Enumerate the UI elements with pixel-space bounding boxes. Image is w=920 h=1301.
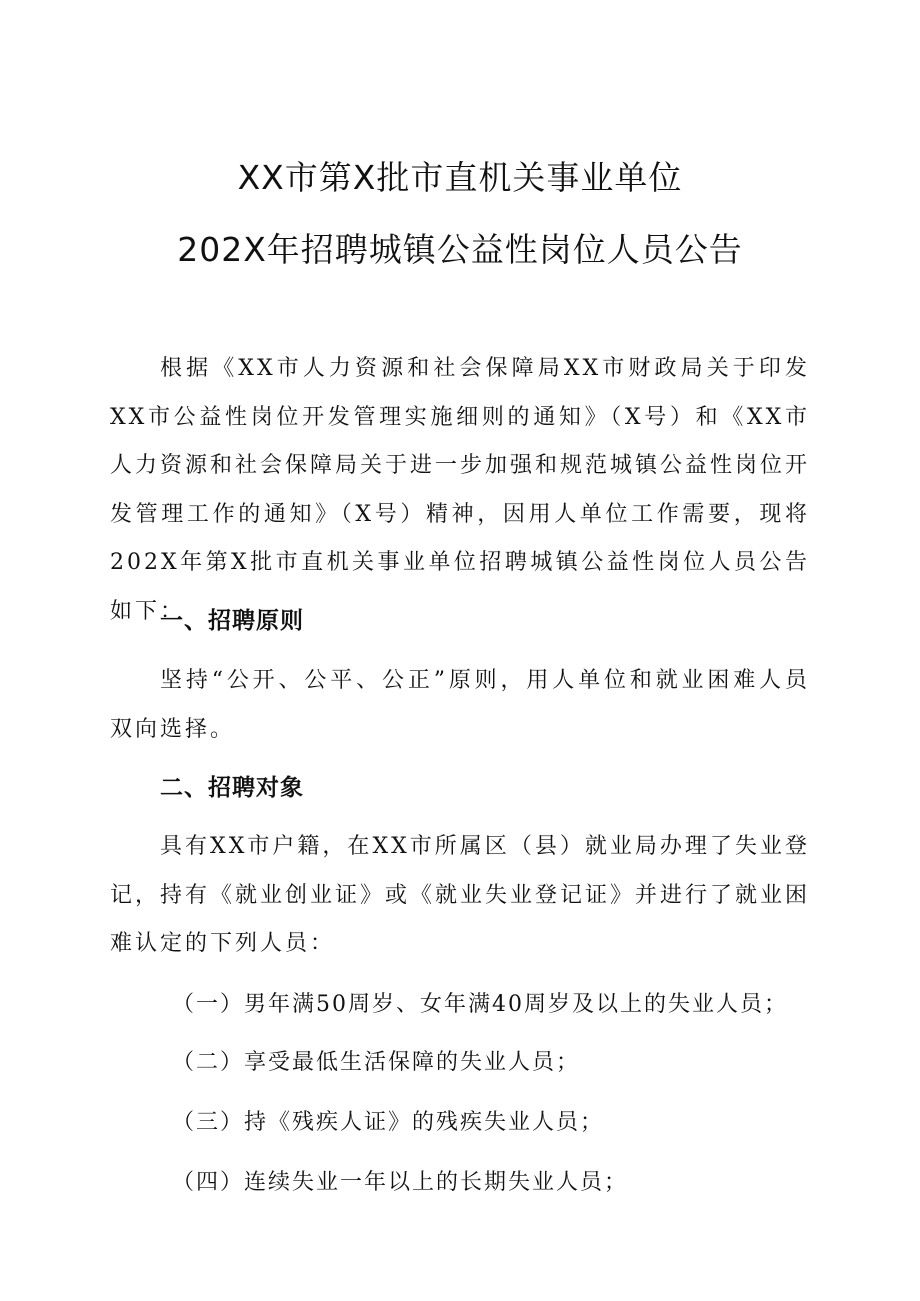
list-item: （三）持《残疾人证》的残疾失业人员； — [172, 1110, 605, 1135]
document-title-line-1: XX市第X批市直机关事业单位 — [237, 158, 683, 197]
list-item: （四）连续失业一年以上的长期失业人员； — [172, 1170, 629, 1195]
intro-paragraph: 根据《XX市人力资源和社会保障局XX市财政局关于印发XX市公益性岗位开发管理实施细则的通知》（X号）和《XX市人力资源和社会保障局关于进一步加强和规范城镇公益性岗位开发管理工作的通知》（X号）精神，因用人单位工作需要，现将202X年第X批市直机关事业单位招聘城镇公益性岗位人员公告如下： — [110, 356, 811, 624]
target-paragraph: 具有XX市户籍，在XX市所属区（县）就业局办理了失业登记，持有《就业创业证》或《就业失业登记证》并进行了就业困难认定的下列人员： — [110, 834, 811, 956]
list-item: （二）享受最低生活保障的失业人员； — [172, 1050, 581, 1075]
section-heading-target: 二、招聘对象 — [160, 775, 304, 801]
document-title-line-2: 202X年招聘城镇公益性岗位人员公告 — [177, 230, 743, 269]
list-item: （一）男年满50周岁、女年满40周岁及以上的失业人员； — [172, 992, 788, 1017]
section-heading-principle: 一、招聘原则 — [160, 608, 304, 634]
principle-paragraph: 坚持“公开、公平、公正”原则，用人单位和就业困难人员双向选择。 — [110, 668, 810, 742]
